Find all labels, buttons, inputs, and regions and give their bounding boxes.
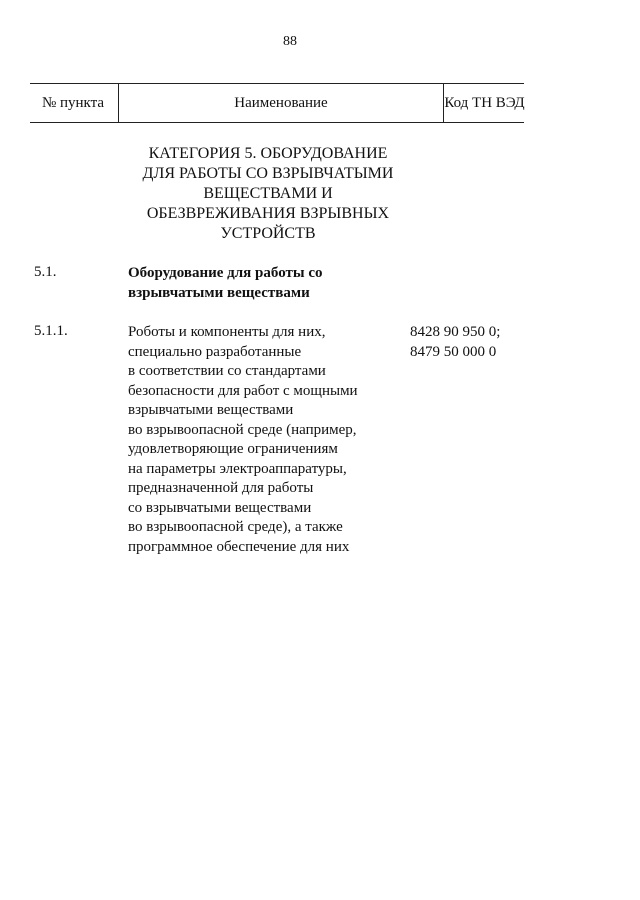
table-header <box>30 83 524 123</box>
item-name-line: взрывчатыми веществами <box>128 402 294 418</box>
item-number: 5.1.1. <box>34 323 68 339</box>
item-name-line: взрывчатыми веществами <box>128 284 310 301</box>
category-title-line: ОБЕЗВРЕЖИВАНИЯ ВЗРЫВНЫХ <box>146 205 390 222</box>
page-number: 88 <box>283 34 297 49</box>
category-title <box>128 144 408 244</box>
column-header-name: Наименование <box>118 84 443 122</box>
column-header-code: Код ТН ВЭД <box>443 84 525 122</box>
category-title-line: КАТЕГОРИЯ 5. ОБОРУДОВАНИЕ <box>148 145 388 162</box>
item-number: 5.1. <box>34 264 57 280</box>
column-header-number: № пункта <box>41 94 105 111</box>
item-name <box>128 323 358 557</box>
item-name-line: безопасности для работ с мощными <box>128 382 358 399</box>
item-name-line: Оборудование для работы со <box>128 265 323 281</box>
category-title-line: УСТРОЙСТВ <box>220 225 316 242</box>
item-name-line: программное обеспечение для них <box>128 538 350 555</box>
item-codes <box>410 323 500 362</box>
item-name-line: со взрывчатыми веществами <box>128 499 312 516</box>
item-code: 8428 90 950 0; <box>410 324 501 340</box>
item-name-line: удовлетворяющие ограничениям <box>128 441 338 457</box>
item-name-line: специально разработанные <box>128 343 302 360</box>
item-name-line: на параметры электроаппаратуры, <box>128 460 347 477</box>
item-name <box>128 264 322 303</box>
item-code: 8479 50 000 0 <box>410 343 497 360</box>
item-name-line: в соответствии со стандартами <box>128 363 326 379</box>
item-name-line: Роботы и компоненты для них, <box>128 324 326 340</box>
item-name-line: во взрывоопасной среде (например, <box>128 421 357 438</box>
item-name-line: во взрывоопасной среде), а также <box>128 519 343 535</box>
category-title-line: ВЕЩЕСТВАМИ И <box>203 185 333 202</box>
item-name-line: предназначенной для работы <box>128 480 314 496</box>
category-title-line: ДЛЯ РАБОТЫ СО ВЗРЫВЧАТЫМИ <box>142 165 394 182</box>
